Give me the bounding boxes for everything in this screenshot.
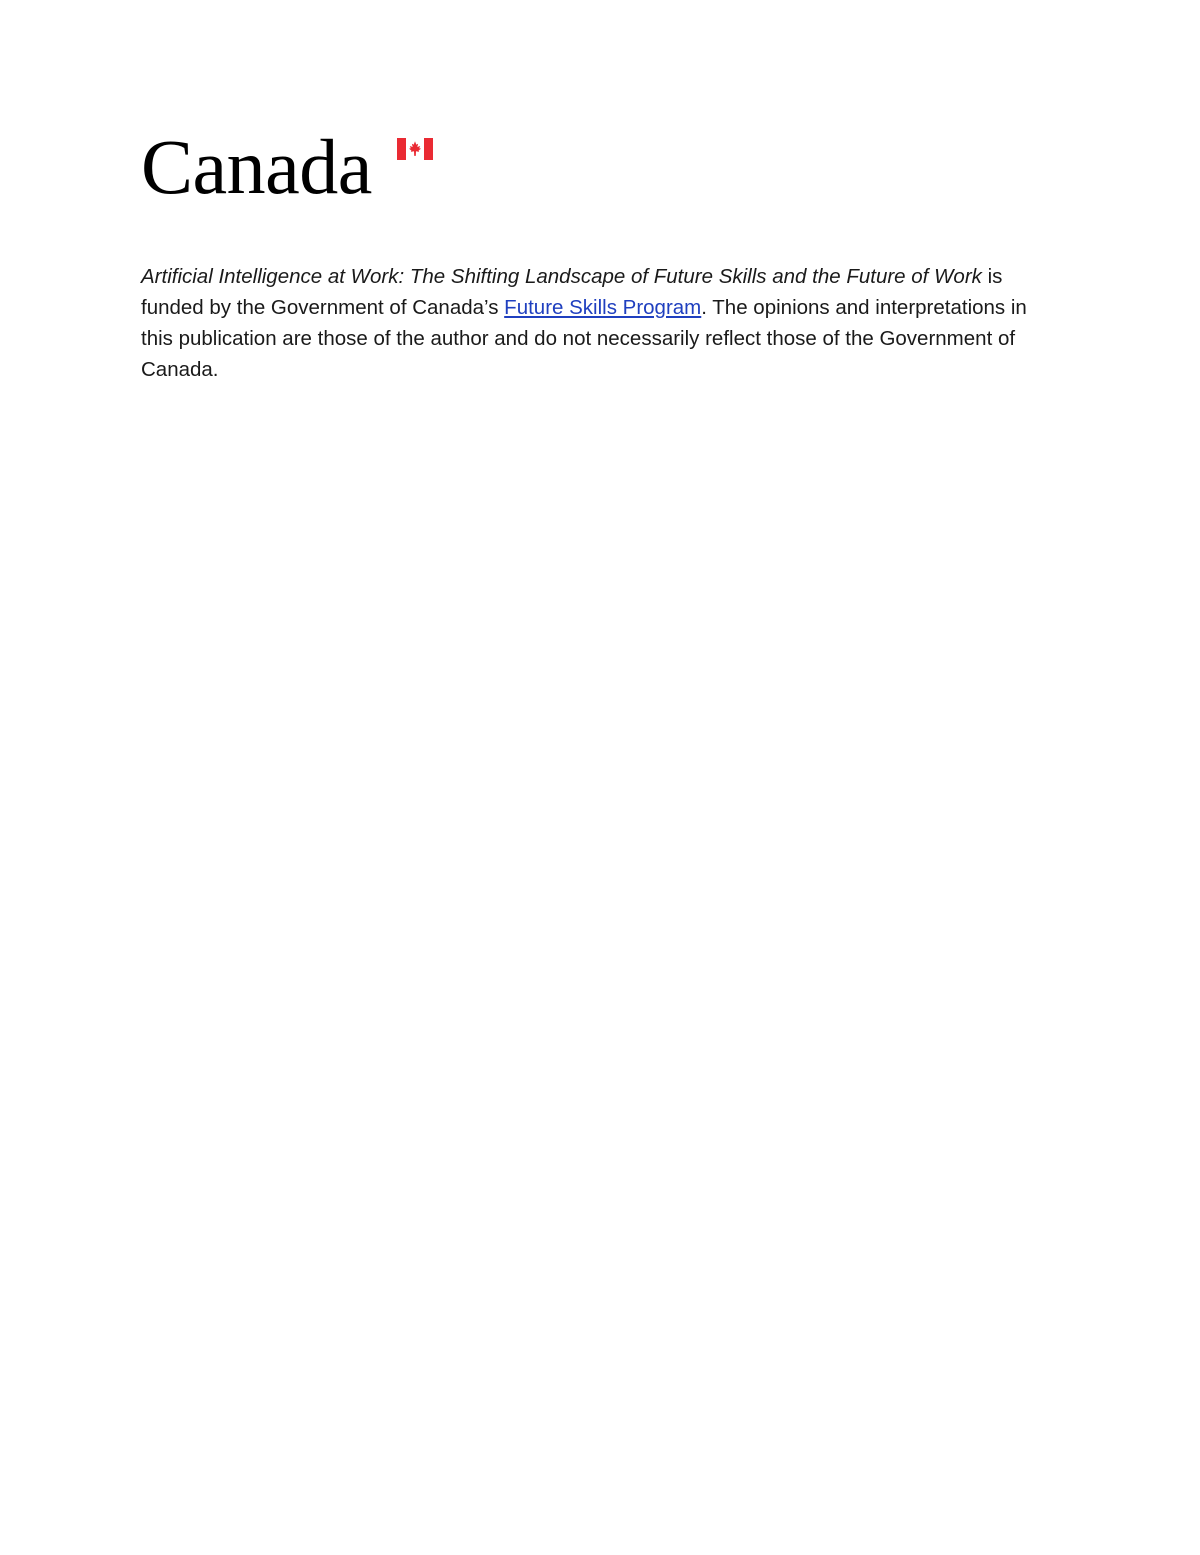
text-after-link: . The opinions and interpretations in this publication are those of the author and do not necessarily reflect those of the Government of Canada. [141, 295, 1027, 381]
publication-title: Artificial Intelligence at Work: The Shifting Landscape of Future Skills and the Future of Work [141, 264, 982, 288]
canada-wordmark [141, 123, 441, 218]
canada-flag-icon [397, 138, 433, 160]
future-skills-program-link[interactable]: Future Skills Program [504, 295, 702, 319]
canada-wordmark-text: Canada [141, 123, 372, 210]
funding-disclaimer-paragraph [141, 261, 1056, 385]
text-before-link: is funded by the Government of Canada’s [141, 264, 1003, 319]
